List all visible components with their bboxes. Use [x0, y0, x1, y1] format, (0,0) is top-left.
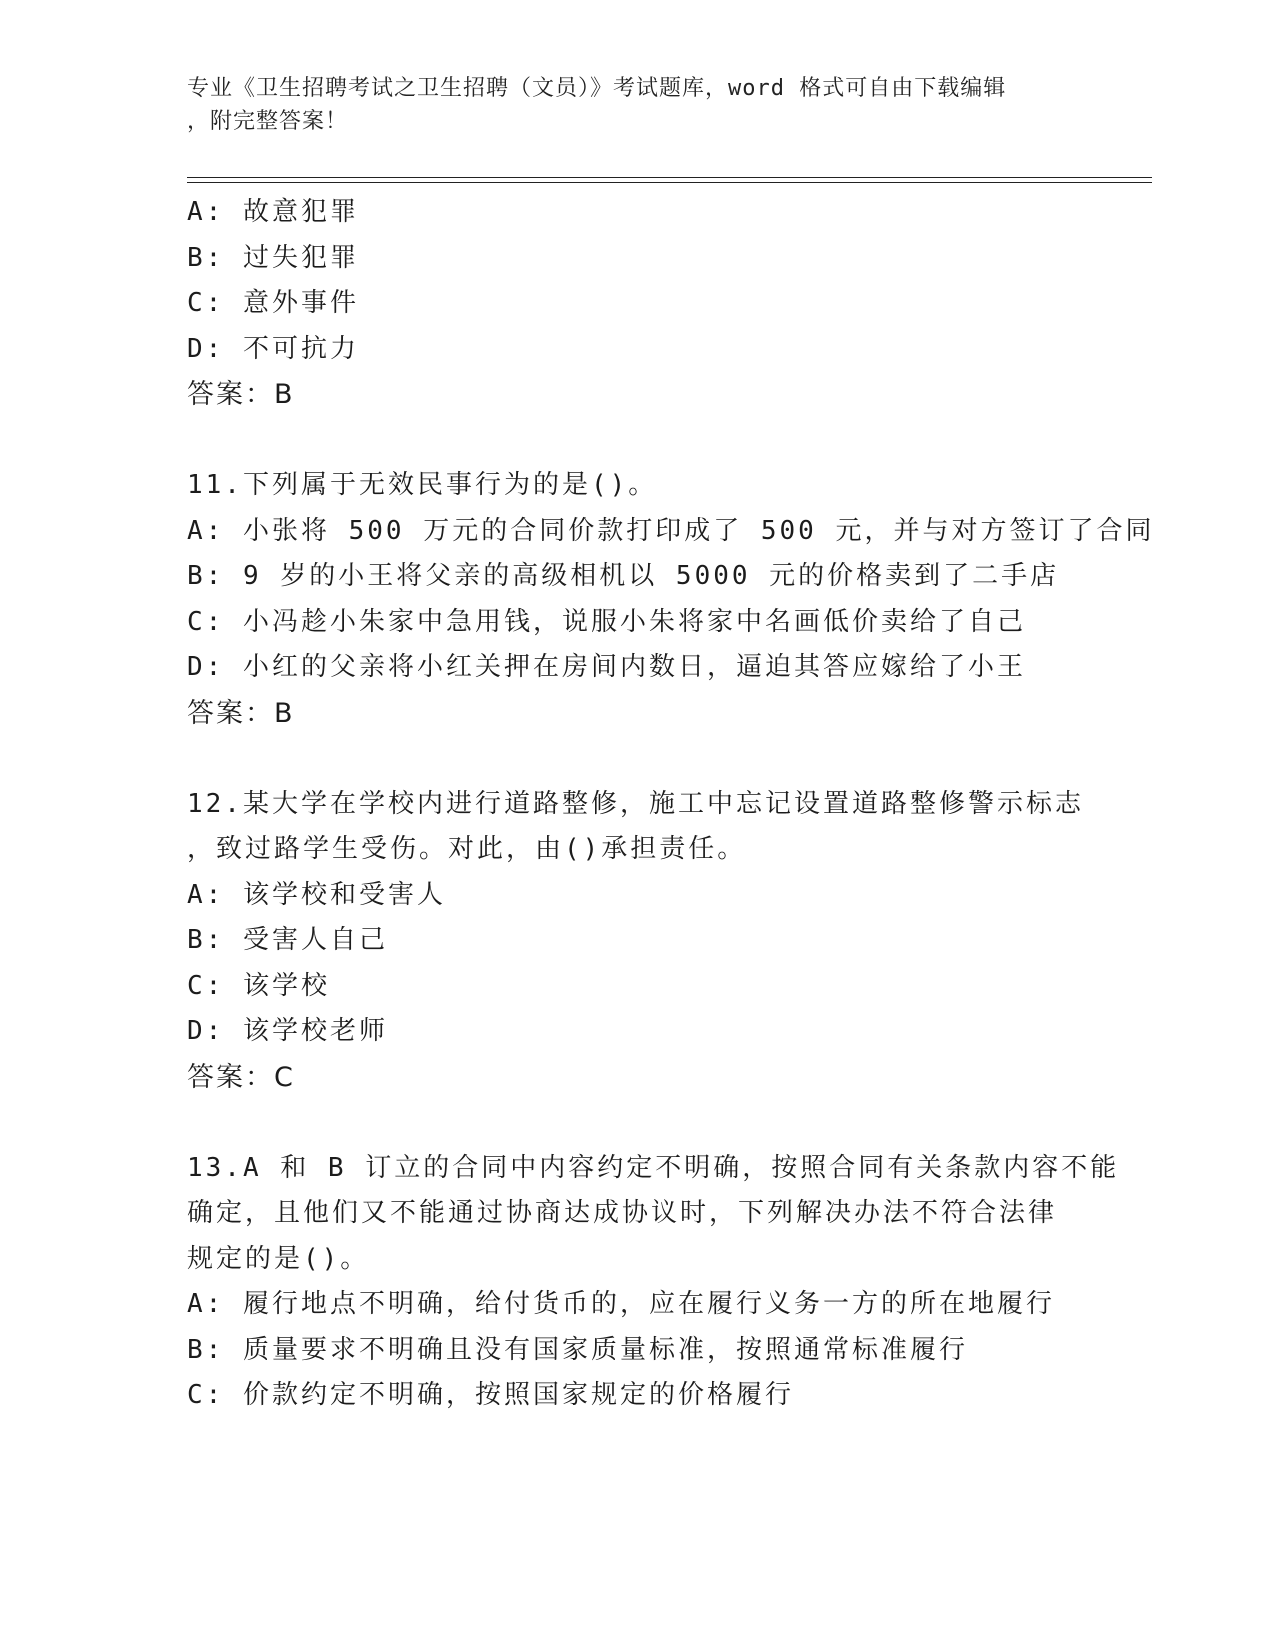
question-list: [187, 190, 1155, 1419]
document-header: [187, 72, 1067, 138]
spacer: [187, 736, 1087, 782]
question-stem-continued: ，致过路学生受伤。对此，由()承担责任。: [187, 834, 747, 864]
question-12: [187, 782, 1087, 1101]
answer: 答案：B: [187, 697, 295, 729]
header-line-2: ，附完整答案！: [187, 109, 349, 134]
question-11: [187, 463, 1155, 736]
header-divider-bottom: [187, 182, 1152, 183]
option-d: D: 小红的父亲将小红关押在房间内数日，逼迫其答应嫁给了小王: [187, 652, 1026, 682]
option-c: C: 该学校: [187, 970, 330, 1001]
option-c: C: 小冯趁小朱家中急用钱，说服小朱将家中名画低价卖给了自己: [187, 606, 1026, 637]
spacer: [187, 1100, 1087, 1146]
question-stem: 13.A 和 B 订立的合同中内容约定不明确，按照合同有关条款内容不能: [187, 1152, 1120, 1183]
option-b: B: 受害人自己: [187, 925, 388, 955]
question-stem: 11.下列属于无效民事行为的是()。: [187, 470, 658, 500]
answer: 答案：B: [187, 379, 295, 410]
header-line-1: 专业《卫生招聘考试之卫生招聘（文员）》考试题库，word 格式可自由下载编辑: [187, 76, 1007, 101]
question-stem-continued: 规定的是()。: [187, 1243, 370, 1274]
question-10: [187, 190, 1087, 418]
answer: 答案：C: [187, 1061, 295, 1093]
option-a: A: 履行地点不明确，给付货币的，应在履行义务一方的所在地履行: [187, 1289, 1055, 1319]
option-c: C: 价款约定不明确，按照国家规定的价格履行: [187, 1380, 794, 1410]
option-d: D: 不可抗力: [187, 333, 359, 364]
option-b: B: 过失犯罪: [187, 242, 359, 273]
spacer: [187, 418, 1087, 464]
option-b: B: 质量要求不明确且没有国家质量标准，按照通常标准履行: [187, 1334, 968, 1365]
question-stem: 12.某大学在学校内进行道路整修，施工中忘记设置道路整修警示标志: [187, 788, 1084, 819]
question-stem-continued: 确定，且他们又不能通过协商达成协议时，下列解决办法不符合法律: [187, 1198, 1058, 1228]
option-c: C: 意外事件: [187, 288, 359, 318]
option-b: B: 9 岁的小王将父亲的高级相机以 5000 元的价格卖到了二手店: [187, 561, 1060, 591]
option-a: A: 该学校和受害人: [187, 879, 446, 910]
option-a: A: 小张将 500 万元的合同价款打印成了 500 元，并与对方签订了合同: [187, 515, 1155, 546]
option-a: A: 故意犯罪: [187, 197, 359, 227]
question-13: [187, 1146, 1120, 1419]
option-d: D: 该学校老师: [187, 1016, 388, 1046]
header-divider-top: [187, 177, 1152, 178]
